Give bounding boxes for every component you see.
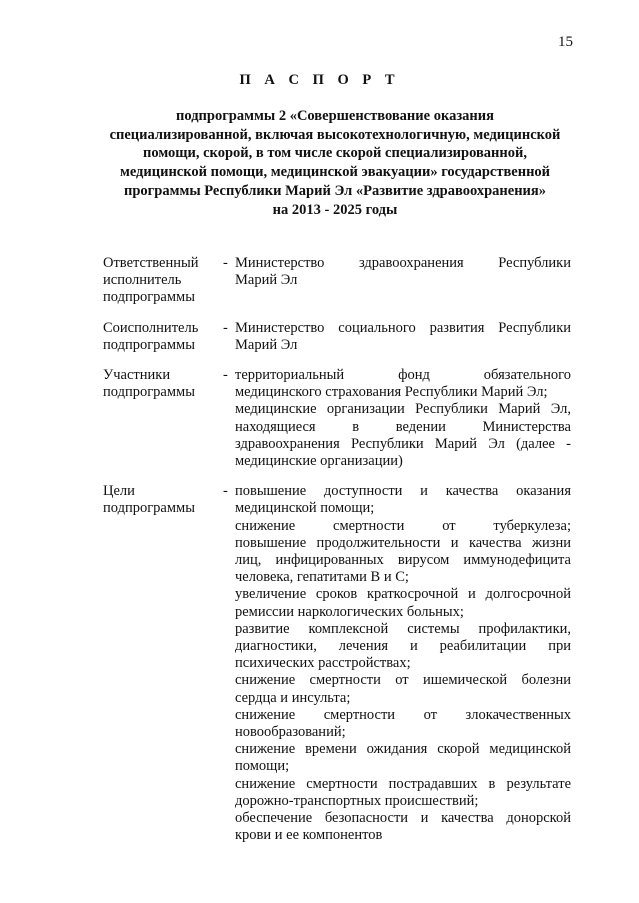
row-dash: - <box>223 483 228 500</box>
row-label <box>103 367 223 470</box>
page-number: 15 <box>558 34 573 50</box>
row-value-line: Марий Эл <box>235 336 298 353</box>
row-dash: - <box>223 367 228 384</box>
row-label-line: подпрограммы <box>103 336 195 353</box>
row-value-line: ремиссии наркологических больных; <box>235 603 464 620</box>
row-label-line: Ответственный <box>103 255 199 271</box>
row-value-line: крови и ее компонентов <box>235 827 383 844</box>
row-value <box>235 255 571 307</box>
row-value-line: лиц, инфицированных вирусом иммунодефицита <box>235 552 571 569</box>
row-value-line: увеличение сроков краткосрочной и долгосрочной <box>235 586 571 603</box>
subtitle-line: подпрограммы 2 «Совершенствование оказания <box>176 108 494 124</box>
passport-row <box>103 320 571 354</box>
row-value-line: медицинского страхования Республики Марий Эл; <box>235 384 548 401</box>
row-value-line: сердца и инсульта; <box>235 689 351 706</box>
row-label <box>103 320 223 354</box>
row-dash: - <box>223 255 228 271</box>
row-value-line: снижение смертности от злокачественных <box>235 706 571 723</box>
row-value-line: Министерство здравоохранения Республики <box>235 255 571 271</box>
row-value-line: психических расстройствах; <box>235 655 411 672</box>
row-value-line: помощи; <box>235 758 290 775</box>
row-value-line: снижение смертности от ишемической болезни <box>235 672 571 689</box>
row-value-line: снижение времени ожидания скорой медицинской <box>235 741 571 758</box>
row-value-line: диагностики, лечения и реабилитации при <box>235 638 571 655</box>
row-value-line: дорожно-транспортных происшествий; <box>235 792 479 809</box>
subtitle-line: программы Республики Марий Эл «Развитие здравоохранения» <box>124 182 546 199</box>
row-label <box>103 483 223 844</box>
row-value-line: здравоохранения Республики Марий Эл (далее - <box>235 435 571 452</box>
row-label <box>103 255 223 307</box>
passport-table <box>103 255 571 858</box>
row-value <box>235 320 571 354</box>
row-label-line: подпрограммы <box>103 500 195 517</box>
row-value-line: медицинские организации Республики Марий Эл, <box>235 401 571 418</box>
row-value-line: повышение продолжительности и качества жизни <box>235 534 571 551</box>
row-value-line: обеспечение безопасности и качества донорской <box>235 810 571 827</box>
row-value <box>235 367 571 470</box>
row-value-line: снижение смертности от туберкулеза; <box>235 517 571 534</box>
row-value-line: повышение доступности и качества оказания <box>235 483 571 500</box>
row-value <box>235 483 571 844</box>
row-value-line: новообразований; <box>235 724 346 741</box>
row-value-line: снижение смертности пострадавших в результате <box>235 775 571 792</box>
row-label-line: Участники <box>103 367 171 384</box>
subtitle-line: на 2013 - 2025 годы <box>272 201 398 218</box>
row-label-line: Соисполнитель <box>103 319 199 336</box>
row-label-line: Цели <box>103 483 135 500</box>
row-value-line: Марий Эл <box>235 272 298 289</box>
passport-row <box>103 255 571 307</box>
row-value-line: находящиеся в ведении Министерства <box>235 418 571 435</box>
row-value-line: медицинской помощи; <box>235 500 375 517</box>
row-value-line: медицинские организации) <box>235 453 403 470</box>
document-subtitle <box>90 107 580 219</box>
subtitle-line: помощи, скорой, в том числе скорой специализированной, <box>142 145 527 162</box>
row-value-line: Министерство социального развития Республики <box>235 319 571 336</box>
document-title: П А С П О Р Т <box>239 72 400 88</box>
subtitle-line: специализированной, включая высокотехнологичную, медицинской <box>109 126 561 143</box>
row-dash: - <box>223 319 228 336</box>
row-label-line: исполнитель <box>103 272 182 289</box>
row-label-line: подпрограммы <box>103 384 195 401</box>
passport-row <box>103 483 571 844</box>
row-value-line: территориальный фонд обязательного <box>235 367 571 384</box>
subtitle-line: медицинской помощи, медицинской эвакуации» государственной <box>119 164 551 181</box>
passport-row <box>103 367 571 470</box>
row-label-line: подпрограммы <box>103 289 195 306</box>
row-value-line: человека, гепатитами B и C; <box>235 569 409 586</box>
row-value-line: развитие комплексной системы профилактики, <box>235 620 571 637</box>
